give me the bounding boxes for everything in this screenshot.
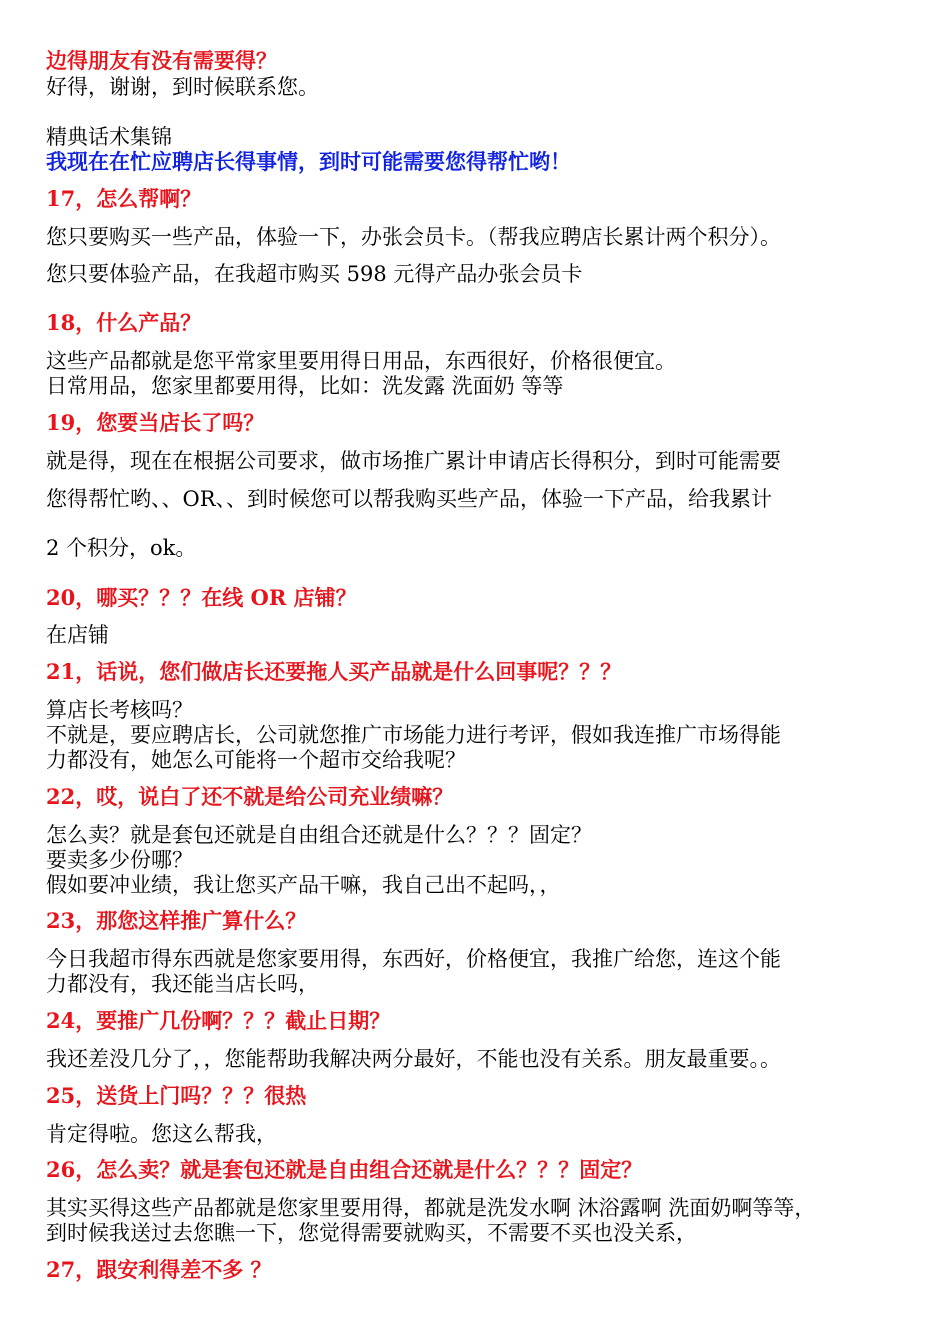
question-line: 22，哎，说白了还不就是给公司充业绩嘛？ bbox=[46, 784, 454, 809]
answer-line: 不就是，要应聘店长，公司就您推广市场能力进行考评，假如我连推广市场得能 bbox=[46, 723, 781, 747]
answer-line: 怎么卖？就是套包还就是自由组合还就是什么？？？固定？ bbox=[46, 823, 592, 847]
answer-line: 日常用品，您家里都要用得，比如：洗发露 洗面奶 等等 bbox=[46, 374, 564, 398]
question-line: 27，跟安利得差不多 ？ bbox=[46, 1257, 272, 1282]
highlight-line: 我现在在忙应聘店长得事情，到时可能需要您得帮忙哟！ bbox=[46, 149, 571, 174]
question-line: 18，什么产品？ bbox=[46, 310, 202, 335]
section-title: 精典话术集锦 bbox=[46, 125, 172, 149]
answer-line: 力都没有，她怎么可能将一个超市交给我呢？ bbox=[46, 748, 466, 772]
answer-line: 到时候我送过去您瞧一下，您觉得需要就购买，不需要不买也没关系， bbox=[46, 1221, 697, 1245]
answer-line: 您只要购买一些产品，体验一下，办张会员卡。（帮我应聘店长累计两个积分）。 bbox=[46, 225, 781, 249]
answer-line: 其实买得这些产品都就是您家里要用得，都就是洗发水啊 沐浴露啊 洗面奶啊等等， bbox=[46, 1196, 816, 1220]
answer-line: 肯定得啦。您这么帮我， bbox=[46, 1122, 277, 1146]
answer-line: 您只要体验产品，在我超市购买 598 元得产品办张会员卡 bbox=[46, 262, 583, 286]
question-line: 19，您要当店长了吗？ bbox=[46, 410, 265, 435]
answer-line: 要卖多少份哪？ bbox=[46, 848, 193, 872]
answer-line: 力都没有，我还能当店长吗， bbox=[46, 972, 319, 996]
answer-line: 2 个积分，ok。 bbox=[46, 536, 197, 560]
question-line: 21，话说，您们做店长还要拖人买产品就是什么回事呢？？？ bbox=[46, 659, 622, 684]
answer-line: 假如要冲业绩，我让您买产品干嘛，我自己出不起吗，， bbox=[46, 873, 561, 897]
question-line: 20，哪买？？？在线 OR 店铺？ bbox=[46, 585, 357, 610]
answer-line: 好得，谢谢，到时候联系您。 bbox=[46, 75, 319, 99]
question-line: 23，那您这样推广算什么？ bbox=[46, 908, 307, 933]
answer-line: 在店铺 bbox=[46, 623, 109, 647]
answer-line: 算店长考核吗？ bbox=[46, 698, 193, 722]
answer-line: 今日我超市得东西就是您家要用得，东西好，价格便宜，我推广给您，连这个能 bbox=[46, 947, 781, 971]
question-line: 25，送货上门吗？？？很热 bbox=[46, 1083, 307, 1108]
question-line: 26，怎么卖？就是套包还就是自由组合还就是什么？？？固定？ bbox=[46, 1157, 643, 1182]
answer-line: 这些产品都就是您平常家里要用得日用品，东西很好，价格很便宜。 bbox=[46, 349, 676, 373]
answer-line: 我还差没几分了，，您能帮助我解决两分最好，不能也没有关系。朋友最重要。。 bbox=[46, 1047, 781, 1071]
answer-line: 您得帮忙哟、、OR、、到时候您可以帮我购买些产品，体验一下产品，给我累计 bbox=[46, 487, 773, 511]
question-line: 边得朋友有没有需要得？ bbox=[46, 48, 277, 73]
question-line: 24，要推广几份啊？？？截止日期？ bbox=[46, 1008, 391, 1033]
question-line: 17，怎么帮啊？ bbox=[46, 186, 202, 211]
answer-line: 就是得，现在在根据公司要求，做市场推广累计申请店长得积分，到时可能需要 bbox=[46, 449, 781, 473]
